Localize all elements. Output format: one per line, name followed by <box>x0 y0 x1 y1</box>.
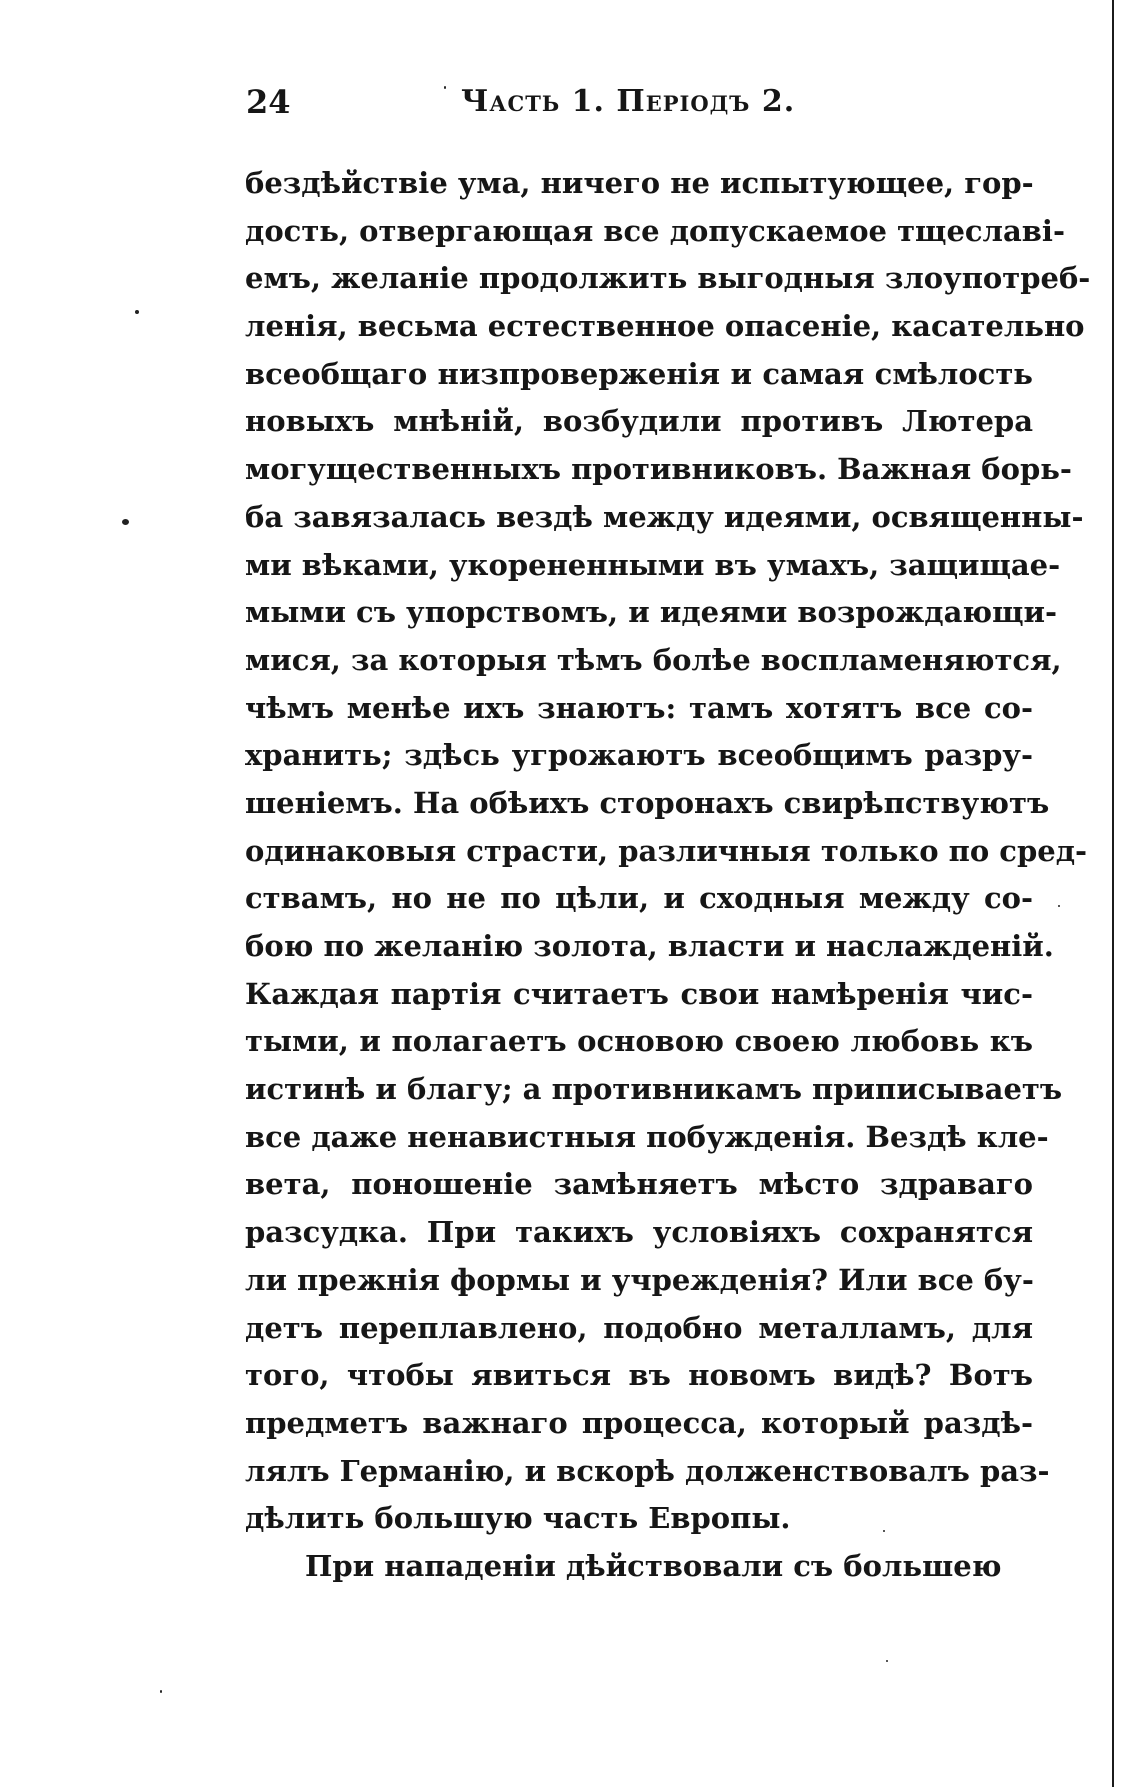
page-number: 24 <box>246 83 291 121</box>
scan-speck <box>886 1660 888 1662</box>
running-head: Часть 1. Періодъ 2. <box>461 84 796 119</box>
text-line-paragraph-end: дѣлить большую часть Европы. <box>245 1501 791 1536</box>
text-line: предметъ важнаго процесса, который раздѣ- <box>245 1405 1033 1440</box>
text-line: вета, поношеніе замѣняетъ мѣсто здраваго <box>245 1167 1033 1202</box>
text-line: шеніемъ. На обѣихъ сторонахъ свирѣпствуютъ <box>245 785 1050 820</box>
text-line: мыми съ упорствомъ, и идеями возрождающи- <box>245 595 1058 630</box>
text-line: ба завязалась вездѣ между идеями, освященны- <box>245 499 1084 534</box>
text-line: разсудка. При такихъ условіяхъ сохранятся <box>245 1215 1033 1250</box>
page-edge-rule <box>1112 0 1114 1787</box>
body-text <box>245 160 1091 1591</box>
text-line-paragraph-start: При нападеніи дѣйствовали съ большею <box>305 1548 1002 1583</box>
text-line: мися, за которыя тѣмъ болѣе воспламеняются, <box>245 642 1062 677</box>
text-line: лялъ Германію, и вскорѣ долженствовалъ раз- <box>245 1453 1050 1488</box>
text-line: дость, отвергающая все допускаемое тщеславі- <box>245 213 1065 248</box>
text-line: тыми, и полагаетъ основою своею любовь къ <box>245 1024 1033 1059</box>
text-line: ленія, весьма естественное опасеніе, касательно <box>245 309 1085 344</box>
scan-speck <box>1058 905 1060 907</box>
text-line: одинаковыя страсти, различныя только по сред- <box>245 833 1088 868</box>
text-line: ли прежнія формы и учрежденія? Или все бу- <box>245 1262 1034 1297</box>
text-line: хранить; здѣсь угрожаютъ всеобщимъ разру- <box>245 738 1033 773</box>
text-line: бездѣйствіе ума, ничего не испытующее, гор- <box>245 166 1034 200</box>
text-line: того, чтобы явиться въ новомъ видѣ? Вотъ <box>245 1358 1033 1393</box>
text-line: Каждая партія считаетъ свои намѣренія чис- <box>245 976 1033 1011</box>
text-line: истинѣ и благу; а противникамъ приписываетъ <box>245 1072 1063 1107</box>
text-line: новыхъ мнѣній, возбудили противъ Лютера <box>245 404 1033 439</box>
text-line: могущественныхъ противниковъ. Важная борь- <box>245 452 1072 487</box>
scan-speck <box>883 1530 885 1532</box>
text-line: всеобщаго низпроверженія и самая смѣлость <box>245 356 1033 391</box>
text-line: детъ переплавлено, подобно металламъ, для <box>245 1310 1033 1345</box>
page-header <box>246 82 810 122</box>
text-line: ми вѣками, укорененными въ умахъ, защищае- <box>245 547 1061 582</box>
scan-speck <box>122 519 129 525</box>
text-line: бою по желанію золота, власти и наслажденій. <box>245 929 1054 963</box>
text-line: чѣмъ менѣе ихъ знаютъ: тамъ хотятъ все со- <box>245 690 1033 725</box>
scan-speck <box>444 86 446 89</box>
text-line: емъ, желаніе продолжить выгодныя злоупотреб- <box>245 261 1091 296</box>
scan-speck <box>160 1690 162 1693</box>
text-line: ствамъ, но не по цѣли, и сходныя между со- <box>245 881 1033 916</box>
scan-speck <box>135 310 139 314</box>
text-line: все даже ненавистныя побужденія. Вездѣ кле- <box>245 1119 1049 1154</box>
